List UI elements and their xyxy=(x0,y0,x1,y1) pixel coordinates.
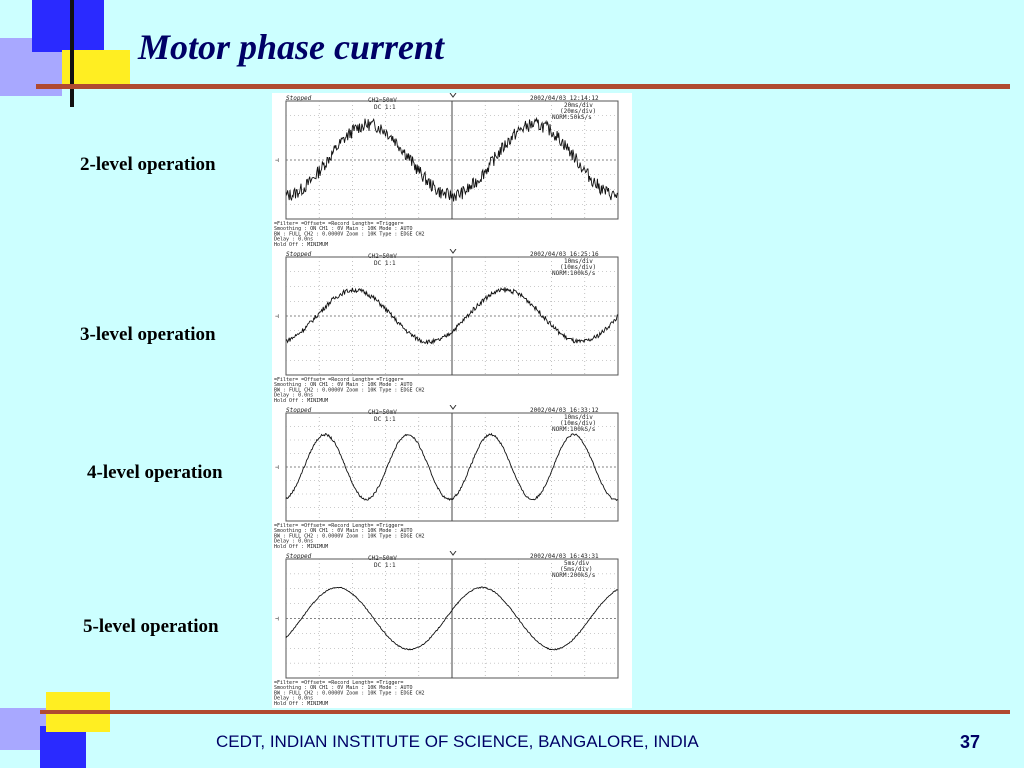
slide-title: Motor phase current xyxy=(138,27,445,67)
scope-settings-line: BW : FULL CH2 : 0.0000V Zoom : 10K Type : EDGE CH2 xyxy=(274,690,425,697)
scope-settings-line: Smoothing : ON CH1 : 0V Main : 10K Mode : AUTO xyxy=(274,685,413,692)
scope-settings-line: Delay : 0.0ns xyxy=(274,695,314,702)
oscilloscope-capture xyxy=(272,405,632,551)
scope-date: 2002/04/03 16:43:31 xyxy=(530,553,599,560)
ground-marker-icon: ⊣ xyxy=(275,615,279,623)
scope-timebase: 10ms/div xyxy=(564,258,593,265)
scope-sample-mode: NORM:200kS/s xyxy=(552,572,596,579)
scope-coupling: DC 1:1 xyxy=(374,416,396,423)
scope-channel: CH2=50mV xyxy=(368,253,397,260)
scope-sample-mode: NORM:100kS/s xyxy=(552,270,596,277)
scope-label-5-level: 5-level operation xyxy=(83,616,219,637)
scope-timebase: 5ms/div xyxy=(564,560,590,567)
scope-sample-mode: NORM:100kS/s xyxy=(552,426,596,433)
scope-svg xyxy=(272,405,632,551)
trigger-marker-icon xyxy=(450,93,456,97)
footer-institution: CEDT, INDIAN INSTITUTE OF SCIENCE, BANGALORE, INDIA xyxy=(216,732,699,751)
deco-vertical-line xyxy=(70,0,74,107)
scope-label-2-level: 2-level operation xyxy=(80,154,216,175)
scope-date: 2002/04/03 16:33:12 xyxy=(530,407,599,414)
scope-label-4-level: 4-level operation xyxy=(87,462,223,483)
scope-timebase-zoom: (10ms/div) xyxy=(560,420,597,427)
scope-settings-line: =Filter= =Offset= =Record Length= =Trigger= xyxy=(274,523,404,529)
oscilloscope-capture xyxy=(272,249,632,405)
scope-timebase: 10ms/div xyxy=(564,414,593,421)
scope-timebase-zoom: (20ms/div) xyxy=(560,108,597,115)
scope-settings-line: Hold Off : MINIMUM xyxy=(274,397,329,404)
scope-settings-line: Smoothing : ON CH1 : 0V Main : 10K Mode : AUTO xyxy=(274,226,413,233)
oscilloscope-capture xyxy=(272,551,632,708)
scope-status: Stopped xyxy=(286,553,312,560)
scope-timebase-zoom: (5ms/div) xyxy=(560,566,593,573)
scope-settings-line: Delay : 0.0ns xyxy=(274,538,314,545)
scope-date: 2002/04/03 16:25:16 xyxy=(530,251,599,258)
scope-svg xyxy=(272,249,632,405)
scope-status: Stopped xyxy=(286,251,312,258)
scope-settings-line: Smoothing : ON CH1 : 0V Main : 10K Mode : AUTO xyxy=(274,528,413,535)
scope-settings-line: Hold Off : MINIMUM xyxy=(274,543,329,550)
oscilloscope-capture xyxy=(272,93,632,249)
scope-settings-line: BW : FULL CH2 : 0.0000V Zoom : 10K Type : EDGE CH2 xyxy=(274,387,425,394)
trigger-marker-icon xyxy=(450,405,456,409)
ground-marker-icon: ⊣ xyxy=(275,464,279,471)
scope-settings-line: =Filter= =Offset= =Record Length= =Trigger= xyxy=(274,377,404,383)
ground-marker-icon: ⊣ xyxy=(275,313,279,320)
scope-label-3-level: 3-level operation xyxy=(80,324,216,345)
scope-settings-line: Hold Off : MINIMUM xyxy=(274,700,329,707)
scope-settings-line: Delay : 0.0ns xyxy=(274,392,314,399)
scope-date: 2002/04/03 12:14:12 xyxy=(530,95,599,102)
scope-svg xyxy=(272,551,632,708)
scope-timebase: 20ms/div xyxy=(564,102,593,109)
scope-channel: CH2=50mV xyxy=(368,409,397,416)
scope-channel: CH2=50mV xyxy=(368,97,397,104)
scope-timebase-zoom: (10ms/div) xyxy=(560,264,597,271)
scope-status: Stopped xyxy=(286,407,312,414)
footer-divider xyxy=(40,710,1010,714)
trigger-marker-icon xyxy=(450,249,456,253)
scope-channel: CH2=50mV xyxy=(368,555,397,562)
scope-sample-mode: NORM:50kS/s xyxy=(552,114,592,121)
ground-marker-icon: ⊣ xyxy=(275,157,279,164)
deco-square-blue-top xyxy=(32,0,104,52)
trigger-marker-icon xyxy=(450,551,456,555)
scope-settings-line: =Filter= =Offset= =Record Length= =Trigger= xyxy=(274,221,404,227)
page-number: 37 xyxy=(960,732,981,752)
scope-settings-line: =Filter= =Offset= =Record Length= =Trigger= xyxy=(274,680,404,686)
scope-coupling: DC 1:1 xyxy=(374,562,396,569)
title-divider xyxy=(36,84,1010,89)
deco-square-blue-bottom xyxy=(40,726,86,768)
scope-settings-line: Smoothing : ON CH1 : 0V Main : 10K Mode : AUTO xyxy=(274,382,413,389)
scope-settings-line: Hold Off : MINIMUM xyxy=(274,241,329,248)
scope-settings-line: BW : FULL CH2 : 0.0000V Zoom : 10K Type : EDGE CH2 xyxy=(274,231,425,238)
scope-coupling: DC 1:1 xyxy=(374,104,396,111)
scope-status: Stopped xyxy=(286,95,312,102)
scope-settings-line: Delay : 0.0ns xyxy=(274,236,314,243)
scope-coupling: DC 1:1 xyxy=(374,260,396,267)
scope-svg xyxy=(272,93,632,249)
scope-settings-line: BW : FULL CH2 : 0.0000V Zoom : 10K Type : EDGE CH2 xyxy=(274,533,425,540)
